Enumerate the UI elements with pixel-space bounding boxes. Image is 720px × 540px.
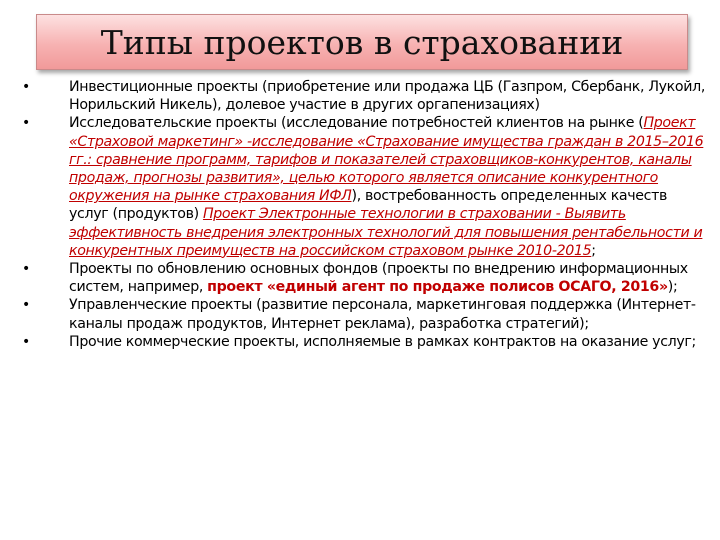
bullet-list [0,78,720,351]
list-item-management [22,296,709,332]
bullet-icon: • [22,333,31,350]
slide-title-box [36,14,688,70]
item-text [69,260,709,296]
list-item-commercial [22,333,709,351]
bullet-icon: • [22,297,31,314]
bullet-icon: • [22,261,31,278]
item-text-part: ), востребованность определенных качеств услуг (продуктов) [69,188,668,223]
item-text: Управленческие проекты (развитие персонала, маркетинговая поддержка (Интернет-каналы продаж продуктов, Интернет реклама), разработка стратегий); [69,297,696,332]
item-text: Инвестиционные проекты (приобретение или продажа ЦБ (Газпром, Сбербанк, Лукойл, Норильский Никель), долевое участие в других оргапенизациях) [69,79,705,114]
project-highlight-osago: проект «единый агент по продаже полисов ОСАГО, 2016» [207,279,668,296]
item-text-part: ); [667,279,678,296]
item-text-part: Исследовательские проекты (исследование потребностей клиентов на рынке ( [69,115,644,132]
bullet-icon: • [22,79,31,95]
item-text [69,114,709,260]
list-item-research [22,114,709,260]
project-link-e-tech[interactable]: Проект Электронные технологии в страховании - Выявить эффективность внедрения электронных технологий для повышения рентабельности и конкурентных преимуществ на российском страховом рынке 2010-2015 [69,206,703,259]
project-link-marketing[interactable]: Проект «Страховой маркетинг» -исследование «Страхование имущества граждан в 2015–2016 гг.: сравнение программ, тарифов и показателей страховщиков-конкурентов, каналы продаж, прогнозы развития», целью которого является описание конкурентного окружения на рынке страхования ИФЛ [69,115,704,205]
slide-title: Типы проектов в страховании [100,22,624,62]
item-text: Прочие коммерческие проекты, исполняемые в рамках контрактов на оказание услуг; [69,333,696,350]
item-text-part: ; [591,242,596,259]
bullet-icon: • [22,115,31,132]
list-item-investment [22,78,709,114]
list-item-fixed-assets [22,260,709,296]
item-text-part: Проекты по обновлению основных фондов (проекты по внедрению информационных систем, например, [69,261,688,296]
